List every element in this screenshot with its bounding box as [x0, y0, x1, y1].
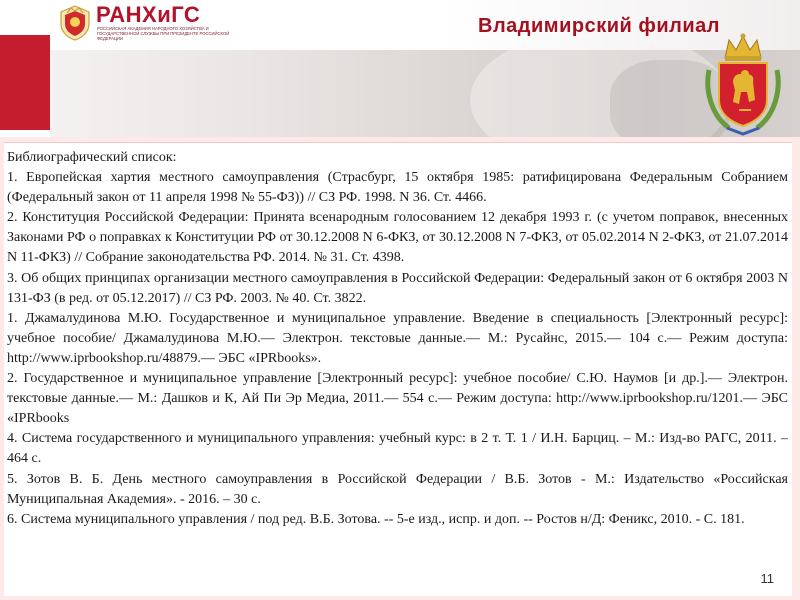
decorative-red-block — [0, 35, 50, 130]
bibliography-item: 2. Конституция Российской Федерации: Принята всенародным голосованием 12 декабря 1993 г. (с учетом поправок, внесенных Законами РФ о поправках к Конституции РФ от 30.12.2008 N 6-ФКЗ, от 30.12.2008 N 7-ФКЗ, от 05.02.2014 N 2-ФКЗ, от 21.07.2014 N 11-ФКЗ) // Собрание законодательства РФ. 2014. № 31. Ст. 4398. — [7, 210, 788, 266]
bibliography-item: 1. Европейская хартия местного самоуправления (Страсбург, 15 октября 1985: ратифицирована Федеральным Собранием (Федеральный закон от 11 апреля 1998 № 55-ФЗ)) // СЗ РФ. 1998. N 36. Ст. 4466. — [7, 170, 788, 206]
header-photo-band — [50, 50, 800, 137]
content-frame — [0, 137, 800, 600]
ranepa-emblem-icon — [58, 4, 92, 42]
branch-title: Владимирский филиал — [478, 15, 720, 37]
bibliography-item: 1. Джамалудинова М.Ю. Государственное и муниципальное управление. Введение в специальность [Электронный ресурс]: учебное пособие/ Джамалудинова М.Ю.— Электрон. текстовые данные.— М.: Русайнс, 2015.— 104 c.— Режим доступа: http://www.iprbookshop.ru/48879.— ЭБС «IPRbooks». — [7, 310, 788, 366]
logo-subtitle: РОССИЙСКАЯ АКАДЕМИЯ НАРОДНОГО ХОЗЯЙСТВА И ГОСУДАРСТВЕННОЙ СЛУЖБЫ ПРИ ПРЕЗИДЕНТЕ РОССИЙСКОЙ ФЕДЕРАЦИИ — [97, 26, 230, 41]
bibliography-heading: Библиографический список: — [7, 150, 177, 165]
bibliography-item: 2. Государственное и муниципальное управление [Электронный ресурс]: учебное пособие/ С.Ю. Наумов [и др.].— Электрон. текстовые данные.— М.: Дашков и К, Ай Пи Эр Медиа, 2011.— 554 c.— Режим доступа: http://www.iprbookshop.ru/1201.— ЭБС «IPRbooks — [7, 371, 788, 427]
bibliography-item: 4. Система государственного и муниципального управления: учебный курс: в 2 т. Т. 1 / И.Н. Барциц. – М.: Изд-во РАГС, 2011. – 464 с. — [7, 431, 788, 467]
bibliography-panel — [4, 142, 792, 596]
bibliography-text — [7, 148, 788, 530]
bibliography-item: 6. Система муниципального управления / под ред. В.Б. Зотова. -- 5-е изд., испр. и доп. -- Ростов н/Д: Феникс, 2010. - С. 181. — [7, 511, 745, 527]
slide-header — [0, 0, 800, 50]
vladimir-coat-of-arms-icon — [699, 30, 787, 140]
logo-text: РАНХиГС — [96, 2, 201, 27]
bibliography-item: 5. Зотов В. Б. День местного самоуправления в Российской Федерации / В.Б. Зотов - М.: Издательство «Российская Муниципальная Академия». - 2016. – 30 с. — [7, 471, 788, 507]
page-number: 11 — [760, 571, 774, 586]
bibliography-item: 3. Об общих принципах организации местного самоуправления в Российской Федерации: Федеральный закон от 6 октября 2003 N 131-ФЗ (в ред. от 05.12.2017) // СЗ РФ. 2003. № 40. Ст. 3822. — [7, 270, 788, 306]
